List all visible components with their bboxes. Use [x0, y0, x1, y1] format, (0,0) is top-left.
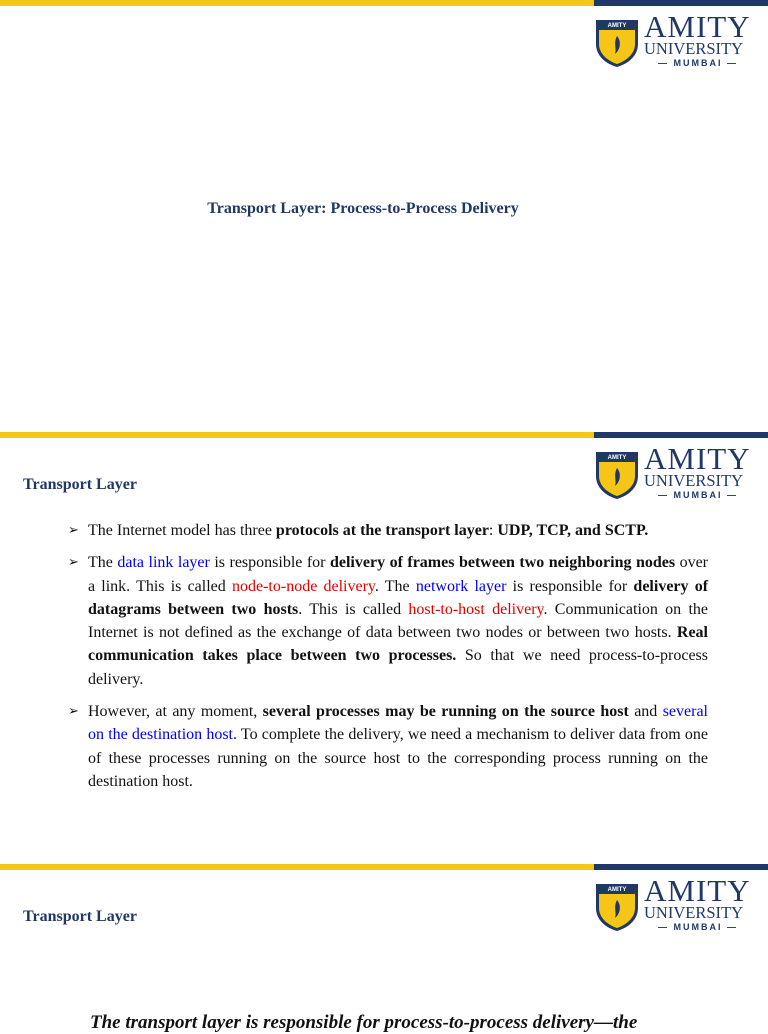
logo-name: AMITY: [644, 873, 751, 908]
logo-name: AMITY: [644, 9, 751, 44]
bullet-text-run: delivery of frames between two neighboring nodes: [329, 554, 676, 572]
bullet-text-run: is responsible for: [209, 554, 330, 572]
bullet-text-run: . Communication on the Internet is not defined as the exchange of data between two nodes or between two hosts.: [88, 600, 708, 642]
bullet-text-run: node-to-node delivery: [231, 577, 375, 595]
bullet-text-run: protocols at the transport layer: [275, 522, 489, 539]
accent-bar: [0, 864, 594, 870]
arrow-bullet-icon: ➢: [68, 555, 79, 571]
svg-text:AMITY: AMITY: [607, 23, 627, 29]
svg-text:AMITY: AMITY: [607, 455, 627, 461]
slide-title: Transport Layer: [23, 908, 137, 925]
bullet-text-run: The: [88, 554, 118, 572]
logo-campus: — MUMBAI —: [657, 922, 739, 932]
accent-bar: [0, 432, 594, 438]
bullet-text-run: . This is called: [298, 600, 409, 618]
bullet-text-run: UDP, TCP, and SCTP.: [497, 522, 649, 539]
logo-subname: UNIVERSITY: [644, 903, 743, 922]
bullet-item: [64, 700, 708, 793]
accent-bar-dark: [594, 864, 768, 870]
bullet-text-run: several processes may be running on the source host: [262, 703, 629, 721]
bullet-list: [64, 519, 708, 802]
arrow-bullet-icon: ➢: [68, 704, 79, 720]
bullet-text-run: So that we need process-to-process delivery.: [88, 647, 709, 688]
accent-bar-dark: [594, 432, 768, 438]
logo-subname: UNIVERSITY: [644, 471, 743, 490]
bullet-text-run: over a link. This is called: [88, 554, 708, 595]
bullet-text-run: and: [628, 703, 663, 721]
slide-title: Transport Layer: Process-to-Process Delivery: [207, 200, 519, 217]
shield-icon: [594, 14, 640, 68]
bullet-text-run: is responsible for: [506, 577, 634, 595]
bullet-text-run: network layer: [415, 577, 507, 595]
slide-title: Transport Layer: [23, 476, 137, 493]
bullet-text-run: Real communication takes place between two processes.: [88, 624, 708, 665]
shield-icon: [594, 878, 640, 932]
shield-icon: [594, 446, 640, 500]
logo-subname: UNIVERSITY: [644, 39, 743, 58]
bullet-text-run: host-to-host delivery: [408, 600, 544, 618]
accent-bar: [0, 0, 594, 6]
bullet-text-run: delivery of datagrams between two hosts: [88, 577, 709, 618]
accent-bar-dark: [594, 0, 768, 6]
bullet-text-run: data link layer: [117, 554, 210, 572]
bullet-text-run: several on the destination host: [88, 703, 708, 744]
bullet-item: [64, 519, 708, 542]
bullet-text-run: :: [488, 522, 498, 539]
bullet-item: [64, 551, 708, 691]
slide-1: [0, 0, 768, 432]
bullet-text-run: . To complete the delivery, we need a mechanism to deliver data from one of these processes running on the source host to the corresponding process running on the destination host.: [88, 726, 709, 790]
slide-2: [0, 432, 768, 864]
bullet-text-run: . The: [374, 577, 416, 595]
slide-3: [0, 864, 768, 1024]
bullet-text-run: The Internet model has three: [88, 522, 276, 539]
arrow-bullet-icon: ➢: [68, 523, 79, 538]
bullet-text-run: However, at any moment,: [88, 703, 263, 721]
amity-logo: [594, 873, 754, 936]
amity-logo: [594, 9, 754, 72]
logo-campus: — MUMBAI —: [657, 58, 739, 68]
partial-body-text: The transport layer is responsible for process-to-process delivery—the: [90, 1012, 638, 1033]
logo-name: AMITY: [644, 441, 751, 476]
logo-campus: — MUMBAI —: [657, 490, 739, 500]
amity-logo: [594, 441, 754, 504]
svg-text:AMITY: AMITY: [607, 887, 627, 893]
